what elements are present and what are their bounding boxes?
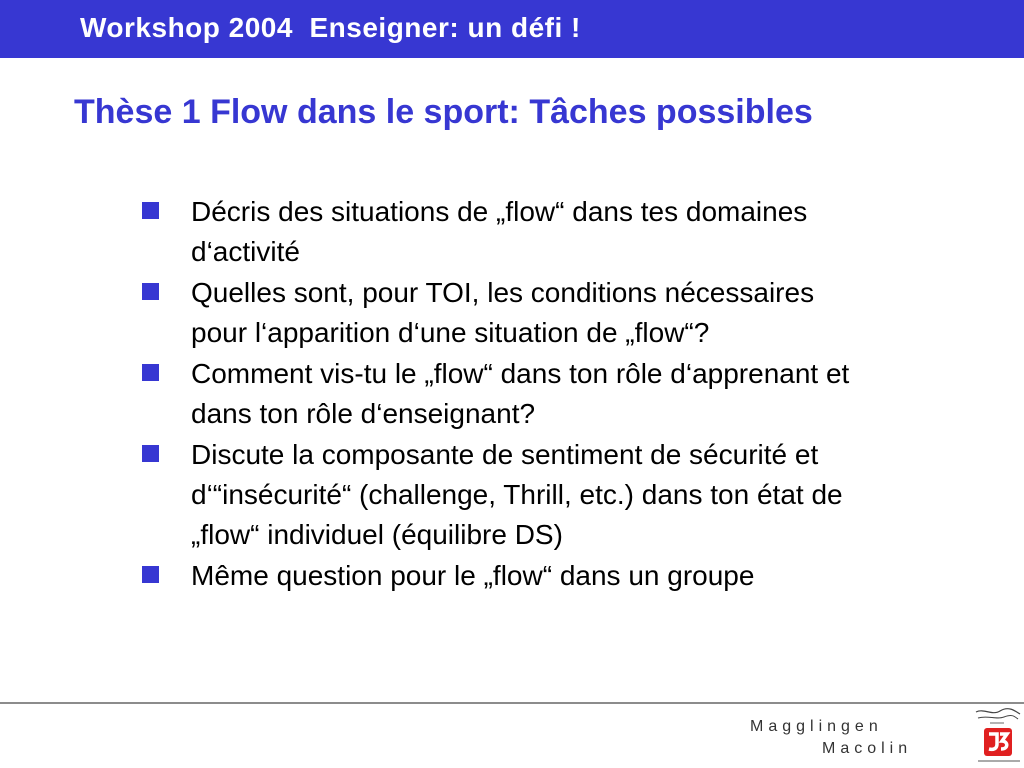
bullet-text-line: Décris des situations de „flow“ dans tes domaines <box>191 196 808 227</box>
bullet-text-line: „flow“ individuel (équilibre DS) <box>191 519 563 550</box>
square-bullet-icon <box>142 566 159 583</box>
footer-divider <box>0 702 1024 704</box>
bullet-text-line: Comment vis-tu le „flow“ dans ton rôle d‘apprenant et <box>191 358 850 389</box>
square-bullet-icon <box>142 364 159 381</box>
jeunesse-sport-logo <box>970 706 1024 766</box>
bullet-text-line: Même question pour le „flow“ dans un groupe <box>191 560 755 591</box>
bullet-text-line: d‘“insécurité“ (challenge, Thrill, etc.) dans ton état de <box>191 479 843 510</box>
list-item <box>142 273 1012 353</box>
square-bullet-icon <box>142 283 159 300</box>
bullet-text-line: Quelles sont, pour TOI, les conditions nécessaires <box>191 277 815 308</box>
workshop-title: Workshop 2004 Enseigner: un défi ! <box>80 12 581 43</box>
place-name-macolin: Macolin <box>822 740 913 757</box>
bullet-text-line: Discute la composante de sentiment de sécurité et <box>191 439 819 470</box>
bullet-text-line: pour l‘apparition d‘une situation de „flow“? <box>191 317 710 348</box>
square-bullet-icon <box>142 202 159 219</box>
slide-heading: Thèse 1 Flow dans le sport: Tâches possibles <box>74 93 813 131</box>
bullet-text-line: d‘activité <box>191 236 300 267</box>
list-item <box>142 354 1012 434</box>
bullet-list <box>142 192 1012 597</box>
title-bar <box>0 0 1024 58</box>
place-name-magglingen: Magglingen <box>750 718 883 735</box>
list-item <box>142 556 1012 596</box>
list-item <box>142 435 1012 555</box>
square-bullet-icon <box>142 445 159 462</box>
list-item <box>142 192 1012 272</box>
bullet-text-line: dans ton rôle d‘enseignant? <box>191 398 536 429</box>
